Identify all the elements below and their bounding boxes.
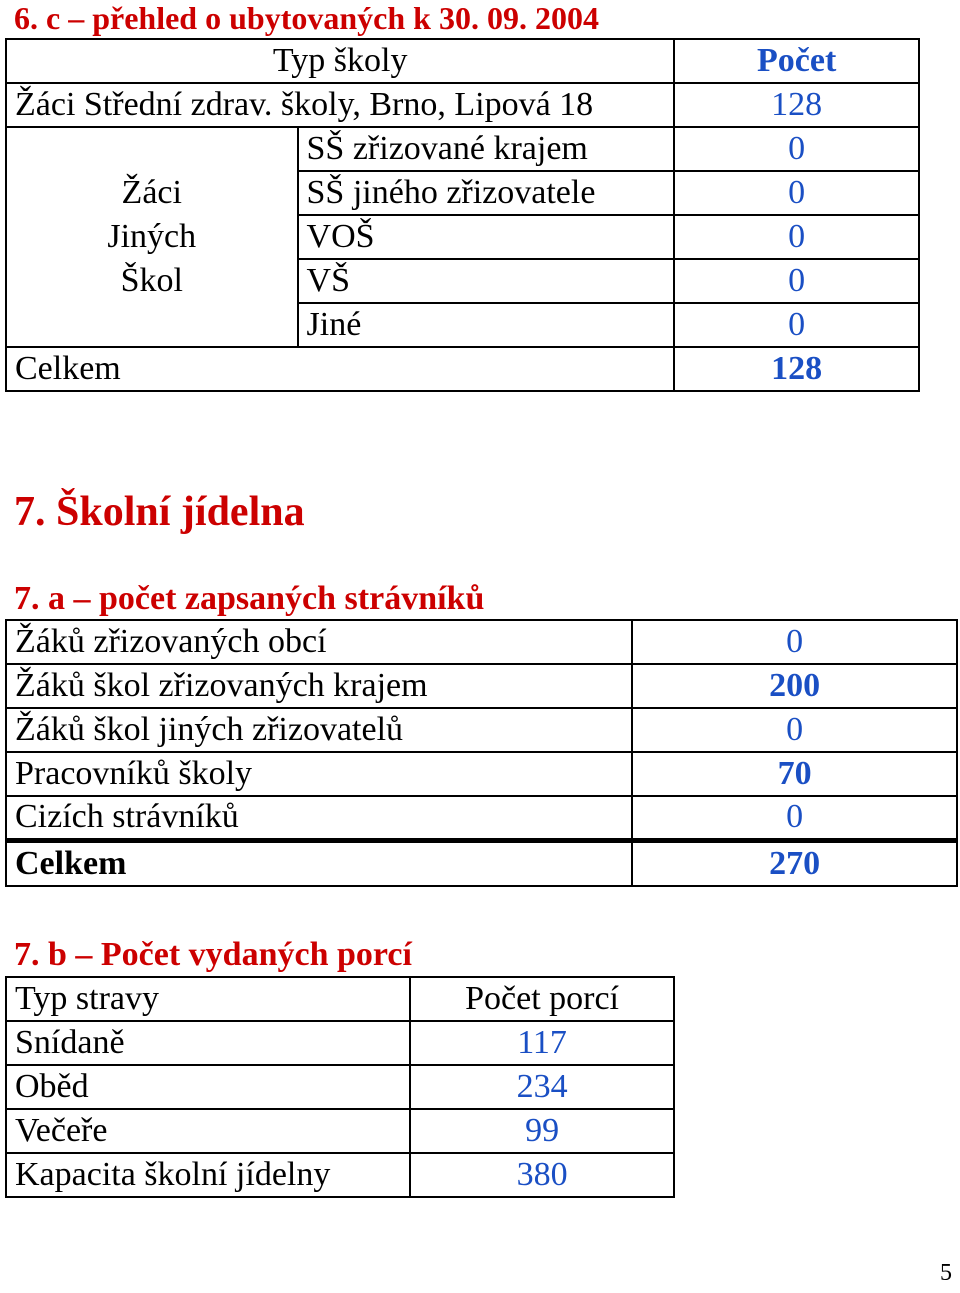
table-row: [6, 1153, 674, 1197]
header-portion-count: Počet porcí: [410, 977, 674, 1021]
table-row: [6, 127, 919, 171]
row-value: 0: [674, 259, 919, 303]
header-count: Počet: [674, 39, 919, 83]
table-header-row: [6, 39, 919, 83]
row-label: SŠ jiného zřizovatele: [298, 171, 675, 215]
accommodation-table: [5, 38, 920, 392]
total-value: 270: [632, 840, 957, 886]
row-value: 234: [410, 1065, 674, 1109]
table-row: [6, 1065, 674, 1109]
row-label: SŠ zřizované krajem: [298, 127, 675, 171]
section-7a-heading: 7. a – počet zapsaných strávníků: [14, 580, 485, 617]
row-value: 70: [632, 752, 957, 796]
table-header-row: [6, 977, 674, 1021]
row-label: Žáků zřizovaných obcí: [6, 620, 632, 664]
page-number: 5: [940, 1260, 952, 1286]
row-value: 117: [410, 1021, 674, 1065]
group-label-line: Škol: [120, 262, 183, 300]
row-value: 0: [674, 171, 919, 215]
row-label: Jiné: [298, 303, 675, 347]
row-value: 0: [632, 620, 957, 664]
row-label: Pracovníků školy: [6, 752, 632, 796]
row-label: Kapacita školní jídelny: [6, 1153, 410, 1197]
portions-table: [5, 976, 675, 1198]
row-label: VŠ: [298, 259, 675, 303]
row-value: 0: [632, 708, 957, 752]
total-value: 128: [674, 347, 919, 391]
row-value: 200: [632, 664, 957, 708]
table-row: [6, 708, 957, 752]
school-row-value: 128: [674, 83, 919, 127]
header-school-type: Typ školy: [6, 39, 674, 83]
total-label: Celkem: [6, 840, 632, 886]
total-row: [6, 840, 957, 886]
row-label: Cizích strávníků: [6, 796, 632, 840]
section-7-heading: 7. Školní jídelna: [14, 489, 305, 535]
row-value: 0: [674, 127, 919, 171]
row-label: Snídaně: [6, 1021, 410, 1065]
row-value: 380: [410, 1153, 674, 1197]
row-value: 99: [410, 1109, 674, 1153]
row-value: 0: [674, 303, 919, 347]
table-row: [6, 752, 957, 796]
group-label-line: Žáci: [121, 173, 182, 211]
table-row: [6, 83, 919, 127]
table-row: [6, 1109, 674, 1153]
row-label: Večeře: [6, 1109, 410, 1153]
row-value: 0: [632, 796, 957, 840]
section-7b-heading: 7. b – Počet vydaných porcí: [14, 936, 412, 973]
row-value: 0: [674, 215, 919, 259]
table-row: [6, 1021, 674, 1065]
row-label: Oběd: [6, 1065, 410, 1109]
other-schools-group-label: [6, 127, 298, 347]
group-label-line: Jiných: [107, 217, 197, 255]
row-label: Žáků škol jiných zřizovatelů: [6, 708, 632, 752]
row-label: Žáků škol zřizovaných krajem: [6, 664, 632, 708]
total-label: Celkem: [6, 347, 674, 391]
school-row-label: Žáci Střední zdrav. školy, Brno, Lipová 18: [6, 83, 674, 127]
row-label: VOŠ: [298, 215, 675, 259]
section-6c-heading: 6. c – přehled o ubytovaných k 30. 09. 2004: [14, 0, 599, 36]
header-meal-type: Typ stravy: [6, 977, 410, 1021]
table-row: [6, 664, 957, 708]
total-row: [6, 347, 919, 391]
table-row: [6, 620, 957, 664]
table-row: [6, 796, 957, 840]
diners-table: [5, 619, 958, 887]
